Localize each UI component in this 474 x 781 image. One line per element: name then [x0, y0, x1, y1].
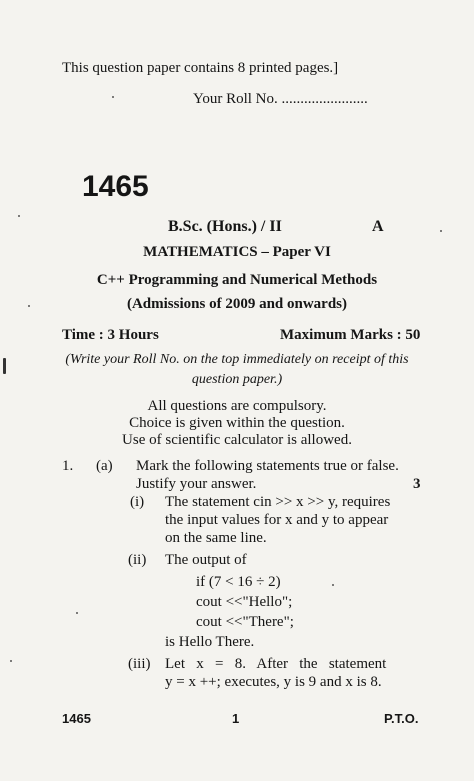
scan-speck	[10, 660, 12, 662]
instruction-choice: Choice is given within the question.	[129, 415, 345, 431]
maximum-marks: Maximum Marks : 50	[280, 327, 421, 343]
scan-speck	[28, 305, 30, 307]
item-i-line-2: the input values for x and y to appear	[165, 512, 389, 528]
item-iii-line-2: y = x ++; executes, y is 9 and x is 8.	[165, 674, 382, 690]
scan-speck	[18, 215, 20, 217]
item-i-line-1: The statement cin >> x >> y, requires	[165, 494, 391, 510]
question-number: 1.	[62, 458, 74, 474]
question-stem-line-1: Mark the following statements true or false.	[136, 458, 399, 474]
footer-page-number: 1	[232, 711, 240, 726]
scan-speck	[112, 96, 114, 98]
question-stem-line-2: Justify your answer.	[136, 476, 257, 492]
item-ii-code-1: if (7 < 16 ÷ 2)	[196, 574, 281, 590]
item-ii-line-2: is Hello There.	[165, 634, 255, 650]
roll-instruction-line-2: question paper.)	[191, 372, 283, 387]
item-label-i: (i)	[130, 494, 145, 510]
item-ii-line-1: The output of	[165, 552, 247, 568]
footer-paper-code: 1465	[62, 711, 91, 726]
instruction-calculator: Use of scientific calculator is allowed.	[122, 432, 352, 448]
question-part-label: (a)	[96, 458, 113, 474]
item-i-line-3: on the same line.	[165, 530, 267, 546]
set-letter: A	[372, 218, 384, 235]
instruction-compulsory: All questions are compulsory.	[147, 398, 327, 414]
scan-speck	[332, 584, 334, 586]
item-ii-code-3: cout <<"There";	[196, 614, 294, 630]
course-name: B.Sc. (Hons.) / II	[168, 218, 282, 235]
paper-code: 1465	[82, 170, 149, 203]
scan-edge-mark	[3, 358, 6, 374]
scan-speck	[76, 612, 78, 614]
scan-speck	[440, 230, 442, 232]
question-marks: 3	[413, 476, 421, 492]
printed-pages-note: This question paper contains 8 printed pages.]	[62, 60, 339, 76]
item-label-iii: (iii)	[128, 656, 151, 672]
item-iii-line-1: Let x = 8. After the statement	[165, 656, 387, 672]
paper-title: C++ Programming and Numerical Methods	[96, 272, 378, 288]
item-ii-code-2: cout <<"Hello";	[196, 594, 293, 610]
footer-pto: P.T.O.	[384, 711, 419, 726]
roll-number-line: Your Roll No. .......................	[193, 91, 368, 107]
subject-title: MATHEMATICS – Paper VI	[143, 244, 331, 260]
item-label-ii: (ii)	[128, 552, 147, 568]
roll-instruction-line-1: (Write your Roll No. on the top immediately on receipt of this	[65, 352, 409, 367]
time-allowed: Time : 3 Hours	[62, 327, 159, 343]
admissions-note: (Admissions of 2009 and onwards)	[126, 296, 348, 312]
